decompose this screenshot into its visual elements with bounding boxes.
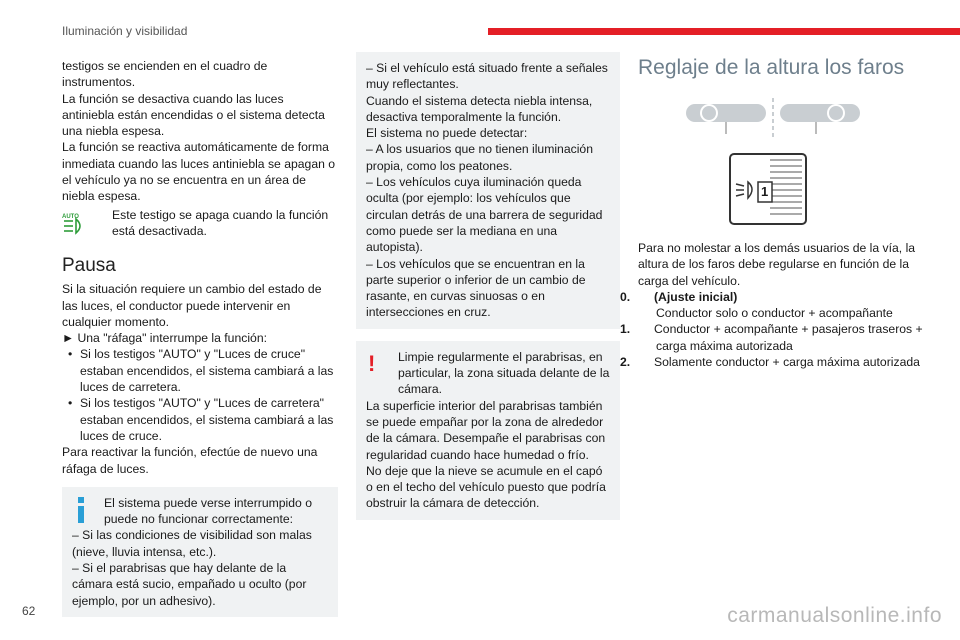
list-number: 2.	[620, 355, 631, 370]
section-title-pausa: Pausa	[62, 255, 116, 277]
note-text: – Los vehículos cuya iluminación queda oculta (por ejemplo: los vehículos que circulan detrás de una barrera de seguridad como puede ser la mediana en una autopista).	[366, 175, 603, 255]
note-text: – Los vehículos que se encuentran en la parte superior o inferior de un cambio de rasante, en curvas sinuosas o en intersecciones en cruz.	[366, 256, 586, 320]
info-text: El sistema puede verse interrumpido o puede no funcionar correctamente:	[104, 495, 312, 527]
note-text: – Si el vehículo está situado frente a señales muy reflectantes.	[366, 61, 608, 92]
auto-headlamp-icon	[62, 207, 102, 237]
dial-value: 1	[761, 184, 769, 199]
list-label: (Ajuste inicial)	[654, 289, 738, 304]
bullet-text: Si los testigos "AUTO" y "Luces de carretera" estaban encendidos, el sistema cambiará a las luces de cruce.	[80, 396, 334, 443]
headlamp-adjust-dial	[638, 152, 928, 230]
column-right	[620, 56, 928, 370]
note-box	[356, 52, 620, 329]
warning-text: No deje que la nieve se acumule en el capó o en el techo del vehículo puesto que podría obstruir la cámara de detección.	[366, 463, 606, 511]
list-item	[620, 289, 928, 322]
note-text: – A los usuarios que no tienen iluminación propia, como los peatones.	[366, 142, 593, 173]
page-number: 62	[22, 604, 36, 618]
note-text: El sistema no puede detectar:	[366, 126, 528, 141]
car-level-icon	[676, 96, 876, 144]
paragraph: La función se reactiva automáticamente de forma inmediata cuando las luces antiniebla se apagan o el vehículo ya no se encuentra en un área de niebla espesa.	[62, 140, 336, 204]
paragraph: La función se desactiva cuando las luces antiniebla están encendidas o el sistema detecta una niebla espesa.	[62, 91, 325, 139]
warning-text: Limpie regularmente el parabrisas, en particular, la zona situada delante de la cámara.	[398, 349, 610, 397]
auto-icon-label: AUTO	[62, 213, 79, 220]
bullet-item: • Si los testigos "AUTO" y "Luces de carretera" estaban encendidos, el sistema cambiará a las luces de cruce.	[68, 396, 334, 443]
list-item	[620, 354, 928, 370]
column-middle	[356, 52, 620, 520]
warning-text: La superficie interior del parabrisas también se puede empañar por la zona de alrededor de la cámara. Desempañe el parabrisas con regularidad cuando hace humedad o frío.	[366, 398, 606, 462]
auto-note-text: Este testigo se apaga cuando la función está desactivada.	[112, 207, 329, 238]
section-title-headlamp-height: Reglaje de la altura los faros	[638, 56, 905, 79]
paragraph: Para reactivar la función, efectúe de nuevo una ráfaga de luces.	[62, 445, 318, 476]
warning-box	[356, 341, 620, 520]
info-icon	[76, 497, 86, 523]
list-text: Conductor + acompañante + pasajeros traseros + carga máxima autorizada	[654, 322, 923, 353]
auto-note-row	[62, 207, 338, 240]
header-accent-bar	[488, 28, 960, 35]
column-left	[62, 58, 338, 617]
info-box	[62, 487, 338, 617]
list-text: Conductor solo o conductor + acompañante	[656, 306, 893, 321]
info-text: – Si el parabrisas que hay delante de la cámara está sucio, empañado u oculto (por ejemplo, por un adhesivo).	[72, 561, 307, 608]
list-item	[620, 321, 928, 354]
paragraph: Si la situación requiere un cambio del estado de las luces, el conductor puede intervenir en cualquier momento.	[62, 282, 322, 329]
arrow-item: ► Una "ráfaga" interrumpe la función:	[62, 331, 267, 346]
paragraph: Para no molestar a los demás usuarios de la vía, la altura de los faros debe regularse en función de la carga del vehículo.	[638, 241, 916, 288]
headlamp-illustration	[638, 92, 928, 152]
warning-icon: !	[368, 350, 376, 376]
paragraph: testigos se encienden en el cuadro de instrumentos.	[62, 59, 268, 90]
bullet-item: • Si los testigos "AUTO" y "Luces de cruce" estaban encendidos, el sistema cambiará a las luces de carretera.	[68, 347, 334, 395]
chapter-title: Iluminación y visibilidad	[62, 24, 188, 38]
bullet-text: Si los testigos "AUTO" y "Luces de cruce" estaban encendidos, el sistema cambiará a las luces de carretera.	[80, 347, 334, 395]
list-number: 1.	[620, 322, 631, 337]
list-text: Solamente conductor + carga máxima autorizada	[654, 355, 920, 370]
watermark: carmanualsonline.info	[727, 604, 942, 627]
list-number: 0.	[620, 289, 631, 304]
note-text: Cuando el sistema detecta niebla intensa, desactiva temporalmente la función.	[366, 93, 593, 124]
info-text: – Si las condiciones de visibilidad son malas (nieve, lluvia intensa, etc.).	[72, 528, 312, 559]
